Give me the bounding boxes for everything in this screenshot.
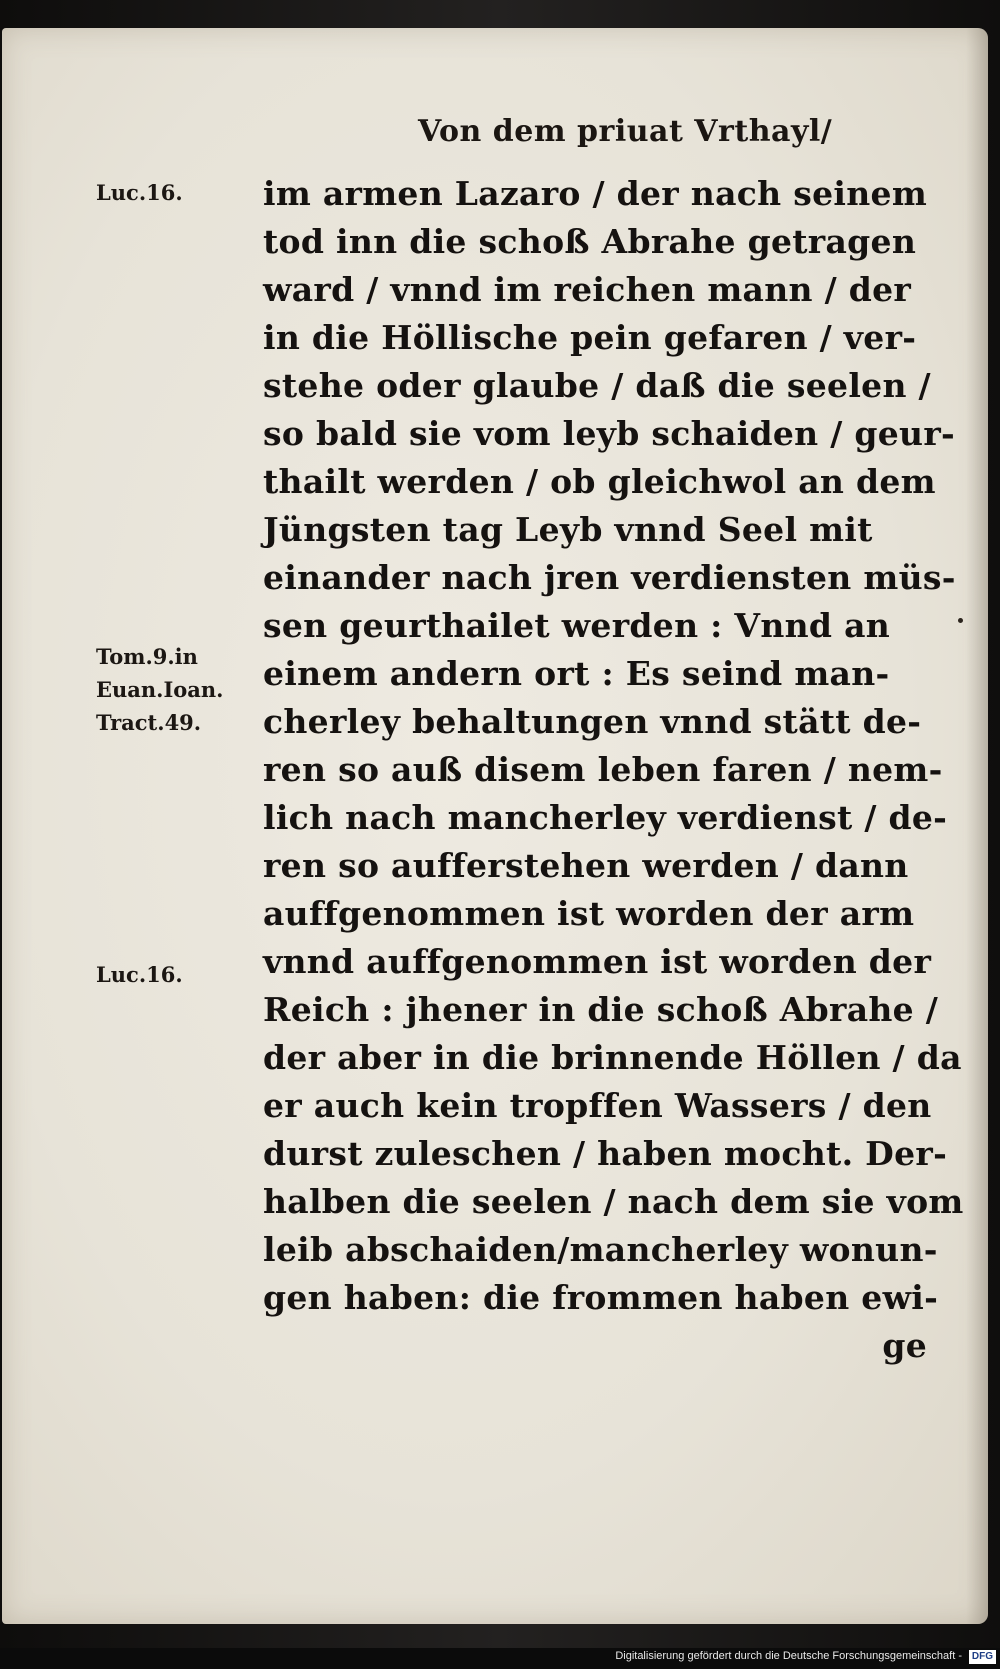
text-line: Jüngsten tag Leyb vnnd Seel mit <box>263 510 873 549</box>
text-line: sen geurthailet werden : Vnnd an <box>263 606 891 645</box>
body-text <box>263 170 964 1370</box>
text-line: ren so aufferstehen werden / dann <box>263 846 909 885</box>
text-line: thailt werden / ob gleichwol an dem <box>263 462 936 501</box>
text-line: im armen Lazaro / der nach seinem <box>263 174 928 213</box>
text-line: in die Höllische pein gefaren / ver- <box>263 318 917 357</box>
marginal-note-luc-2 <box>96 958 183 991</box>
footer-credit: Digitalisierung gefördert durch die Deutsche Forschungsgemeinschaft - <box>615 1650 962 1662</box>
text-line: Reich : jhener in die schoß Abrahe / <box>263 990 939 1029</box>
marginal-note-line: Luc.16. <box>96 962 183 987</box>
ink-speck <box>958 618 963 623</box>
text-line: vnnd auffgenommen ist worden der <box>263 942 932 981</box>
marginal-note-line: Tom.9.in <box>96 644 198 669</box>
marginal-note-luc-1 <box>96 176 183 209</box>
text-line: stehe oder glaube / daß die seelen / <box>263 366 931 405</box>
text-line: ren so auß disem leben faren / nem- <box>263 750 943 789</box>
text-line: so bald sie vom leyb schaiden / geur- <box>263 414 956 453</box>
marginal-note-line: Euan.Ioan. <box>96 677 224 702</box>
marginal-note-line: Tract.49. <box>96 710 202 735</box>
running-head: Von dem priuat Vrthayl/ <box>418 114 833 149</box>
text-line: durst zuleschen / haben mocht. Der- <box>263 1134 948 1173</box>
text-line: lich nach mancherley verdienst / de- <box>263 798 948 837</box>
text-line: leib abschaiden/mancherley wonun- <box>263 1230 938 1269</box>
text-line: der aber in die brinnende Höllen / da <box>263 1038 962 1077</box>
catchword: ge <box>882 1326 927 1365</box>
text-line: einander nach jren verdiensten müs- <box>263 558 956 597</box>
text-line: gen haben: die frommen haben ewi- <box>263 1278 939 1317</box>
text-line: einem andern ort : Es seind man- <box>263 654 890 693</box>
dfg-logo-icon: DFG <box>969 1650 996 1664</box>
text-line: auffgenommen ist worden der arm <box>263 894 915 933</box>
text-line: ward / vnnd im reichen mann / der <box>263 270 912 309</box>
marginal-note-tom <box>96 640 223 739</box>
text-line: cherley behaltungen vnnd stätt de- <box>263 702 922 741</box>
text-line: tod inn die schoß Abrahe getragen <box>263 222 917 261</box>
text-line: er auch kein tropffen Wassers / den <box>263 1086 932 1125</box>
marginal-note-line: Luc.16. <box>96 180 183 205</box>
text-line: halben die seelen / nach dem sie vom <box>263 1182 964 1221</box>
